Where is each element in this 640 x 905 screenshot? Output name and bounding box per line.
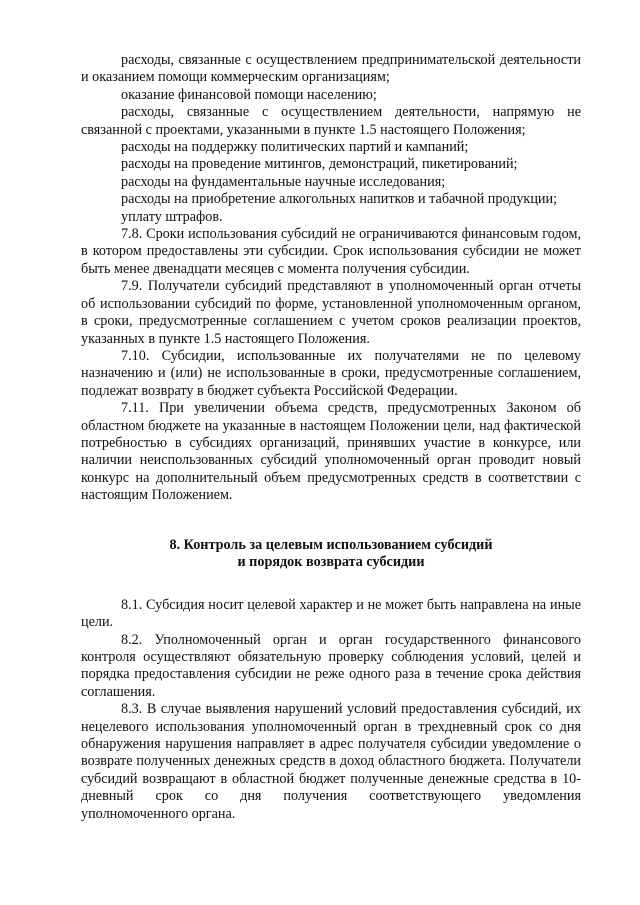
clause-8-3: 8.3. В случае выявления нарушений условий предоставления субсидий, их нецелевого использования уполномоченный орган в трехдневный срок со дня обнаружения нарушения направляет в адрес получателя субсидии уведомление о возврате полученных денежных средств в доход областного бюджета. Получатели субсидий возвращают в областной бюджет полученные денежные средства в 10-дневный срок со дня получения соответствующего уведомления уполномоченного органа.: [81, 701, 581, 822]
section-8-heading-line-1: 8. Контроль за целевым использованием субсидий: [169, 536, 493, 553]
paragraph-expenses-rallies: расходы на проведение митингов, демонстраций, пикетирований;: [121, 156, 518, 173]
clause-7-11: 7.11. При увеличении объема средств, предусмотренных Законом об областном бюджете на указанные в настоящем Положении цели, над фактической потребностью в субсидиях организаций, принявших участие в конкурсе, или наличии неиспользованных субсидий уполномоченный орган проводит новый конкурс на дополнительный объем предусмотренных средств в соответствии с настоящим Положением.: [81, 400, 581, 504]
clause-7-10: 7.10. Субсидии, использованные их получателями не по целевому назначению и (или) не использованные в сроки, предусмотренные соглашением, подлежат возврату в бюджет субъекта Российской Федерации.: [81, 347, 581, 399]
section-8-heading: [81, 537, 581, 572]
document-body: [81, 52, 581, 823]
paragraph-expenses-entrepreneurial: расходы, связанные с осуществлением предпринимательской деятельности и оказанием помощи коммерческим организациям;: [81, 52, 581, 86]
clause-7-9: 7.9. Получатели субсидий представляют в уполномоченный орган отчеты об использовании субсидий по форме, установленной уполномоченным органом, в сроки, предусмотренные соглашением с учетом сроков реализации проектов, указанных в пункте 1.5 настоящего Положения.: [81, 278, 581, 347]
paragraph-expenses-unrelated-activity: расходы, связанные с осуществлением деятельности, напрямую не связанной с проектами, указанными в пункте 1.5 настоящего Положения;: [81, 104, 581, 138]
paragraph-expenses-alcohol-tobacco: расходы на приобретение алкогольных напитков и табачной продукции;: [121, 191, 558, 208]
paragraph-fines: уплату штрафов.: [121, 208, 223, 225]
paragraph-expenses-fundamental-research: расходы на фундаментальные научные исследования;: [121, 173, 446, 190]
clause-8-1: 8.1. Субсидия носит целевой характер и не может быть направлена на иные цели.: [81, 596, 581, 631]
clause-7-8: 7.8. Сроки использования субсидий не ограничиваются финансовым годом, в котором предоставлены эти субсидии. Срок использования субсидии не может быть менее двенадцати месяцев с момента получения субсидии.: [81, 226, 581, 277]
paragraph-expenses-political-parties: расходы на поддержку политических партий и кампаний;: [121, 139, 469, 156]
paragraph-financial-aid-population: оказание финансовой помощи населению;: [121, 86, 377, 103]
clause-8-2: 8.2. Уполномоченный орган и орган государственного финансового контроля осуществляют обязательную проверку соблюдения условий, целей и порядка предоставления субсидии не реже одного раза в течение срока действия соглашения.: [81, 631, 581, 700]
section-8-heading-line-2: и порядок возврата субсидии: [237, 554, 425, 571]
